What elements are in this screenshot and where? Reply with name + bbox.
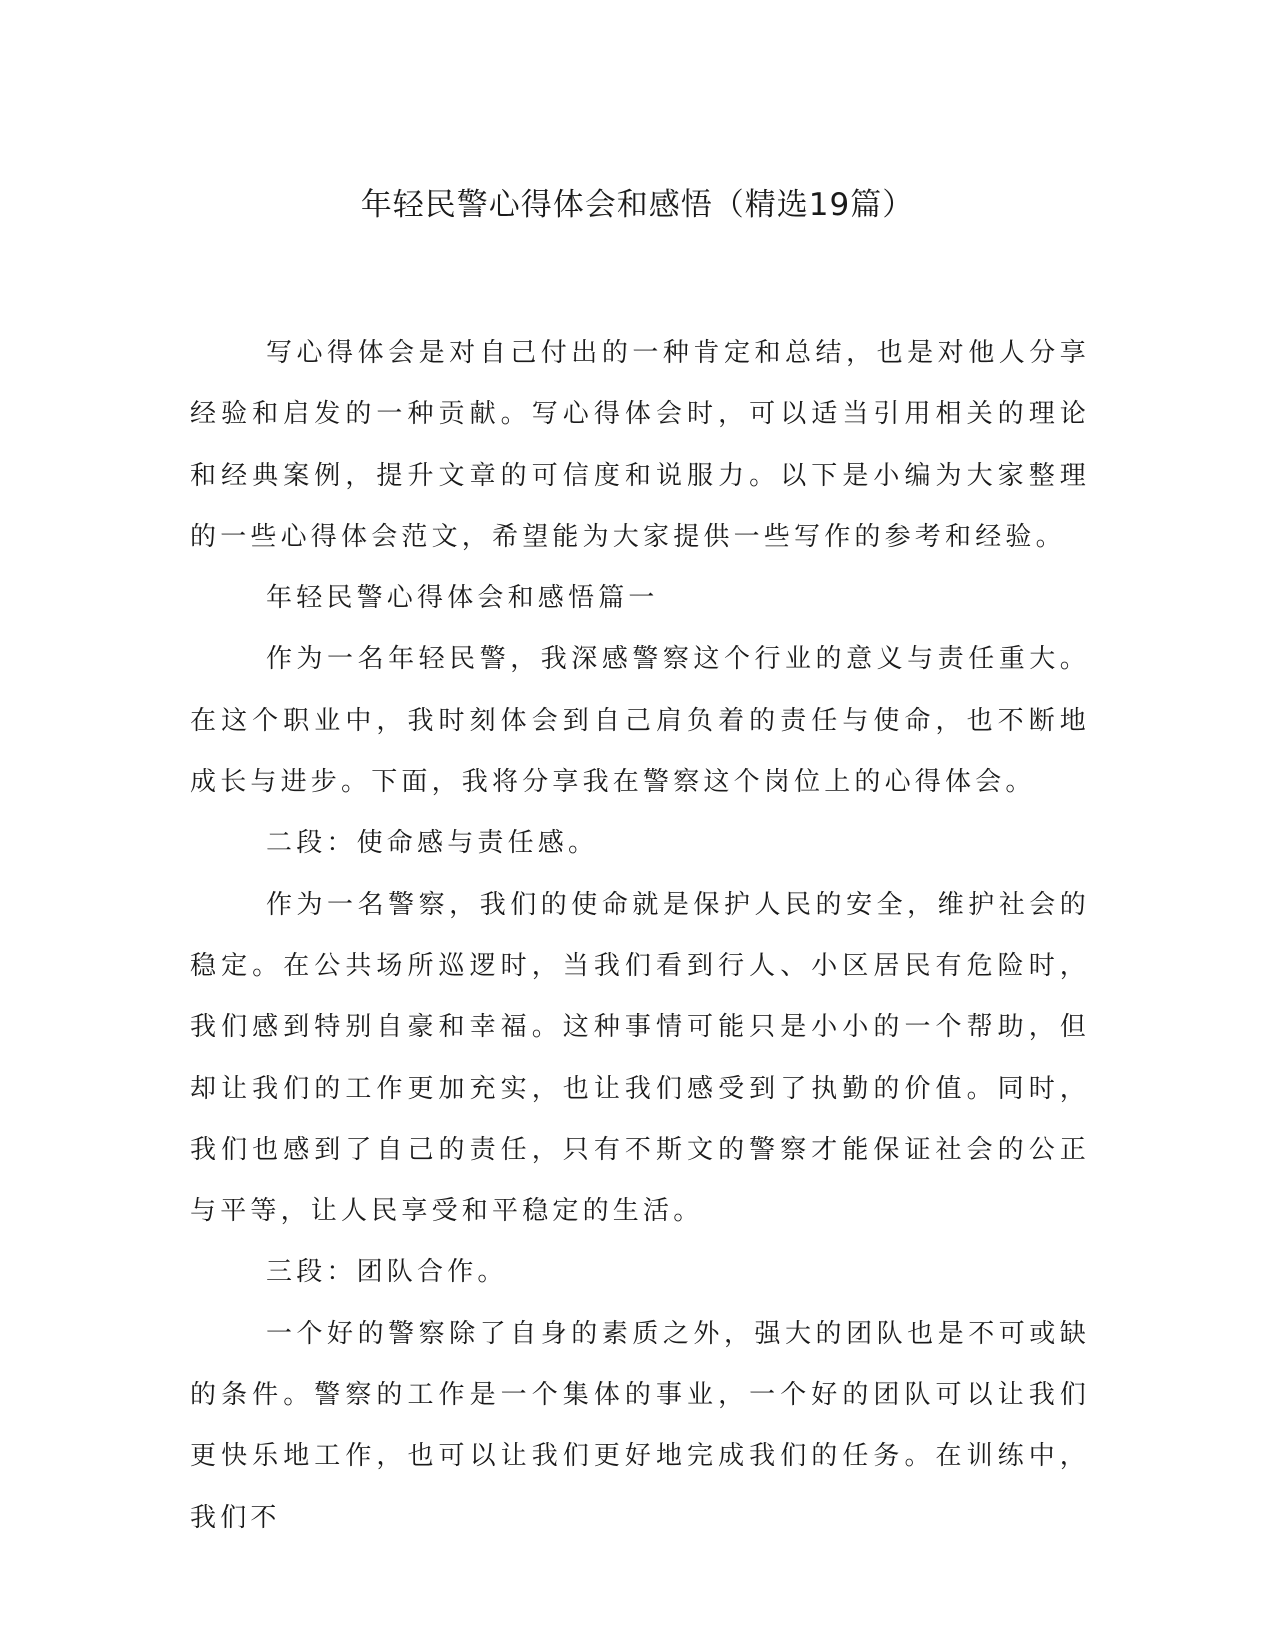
body-paragraph: 作为一名警察，我们的使命就是保护人民的安全，维护社会的稳定。在公共场所巡逻时，当我们看到行人、小区居民有危险时，我们感到特别自豪和幸福。这种事情可能只是小小的一个帮助，但却让我们的工作更加充实，也让我们感受到了执勤的价值。同时，我们也感到了自己的责任，只有不斯文的警察才能保证社会的公正与平等，让人民享受和平稳定的生活。 [190, 889, 1090, 1227]
section-heading: 三段：团队合作。 [266, 1257, 508, 1288]
intro-paragraph: 写心得体会是对自己付出的一种肯定和总结，也是对他人分享经验和启发的一种贡献。写心得体会时，可以适当引用相关的理论和经典案例，提升文章的可信度和说服力。以下是小编为大家整理的一些心得体会范文，希望能为大家提供一些写作的参考和经验。 [190, 338, 1090, 552]
section-heading: 年轻民警心得体会和感悟篇一 [266, 583, 659, 614]
document-title: 年轻民警心得体会和感悟（精选19篇） [360, 187, 915, 223]
section-heading: 二段：使命感与责任感。 [266, 828, 599, 859]
body-paragraph: 一个好的警察除了自身的素质之外，强大的团队也是不可或缺的条件。警察的工作是一个集体的事业，一个好的团队可以让我们更快乐地工作，也可以让我们更好地完成我们的任务。在训练中，我们不 [190, 1318, 1090, 1533]
body-paragraph: 作为一名年轻民警，我深感警察这个行业的意义与责任重大。在这个职业中，我时刻体会到自己肩负着的责任与使命，也不断地成长与进步。下面，我将分享我在警察这个岗位上的心得体会。 [190, 644, 1090, 798]
document-body [190, 323, 1090, 1549]
